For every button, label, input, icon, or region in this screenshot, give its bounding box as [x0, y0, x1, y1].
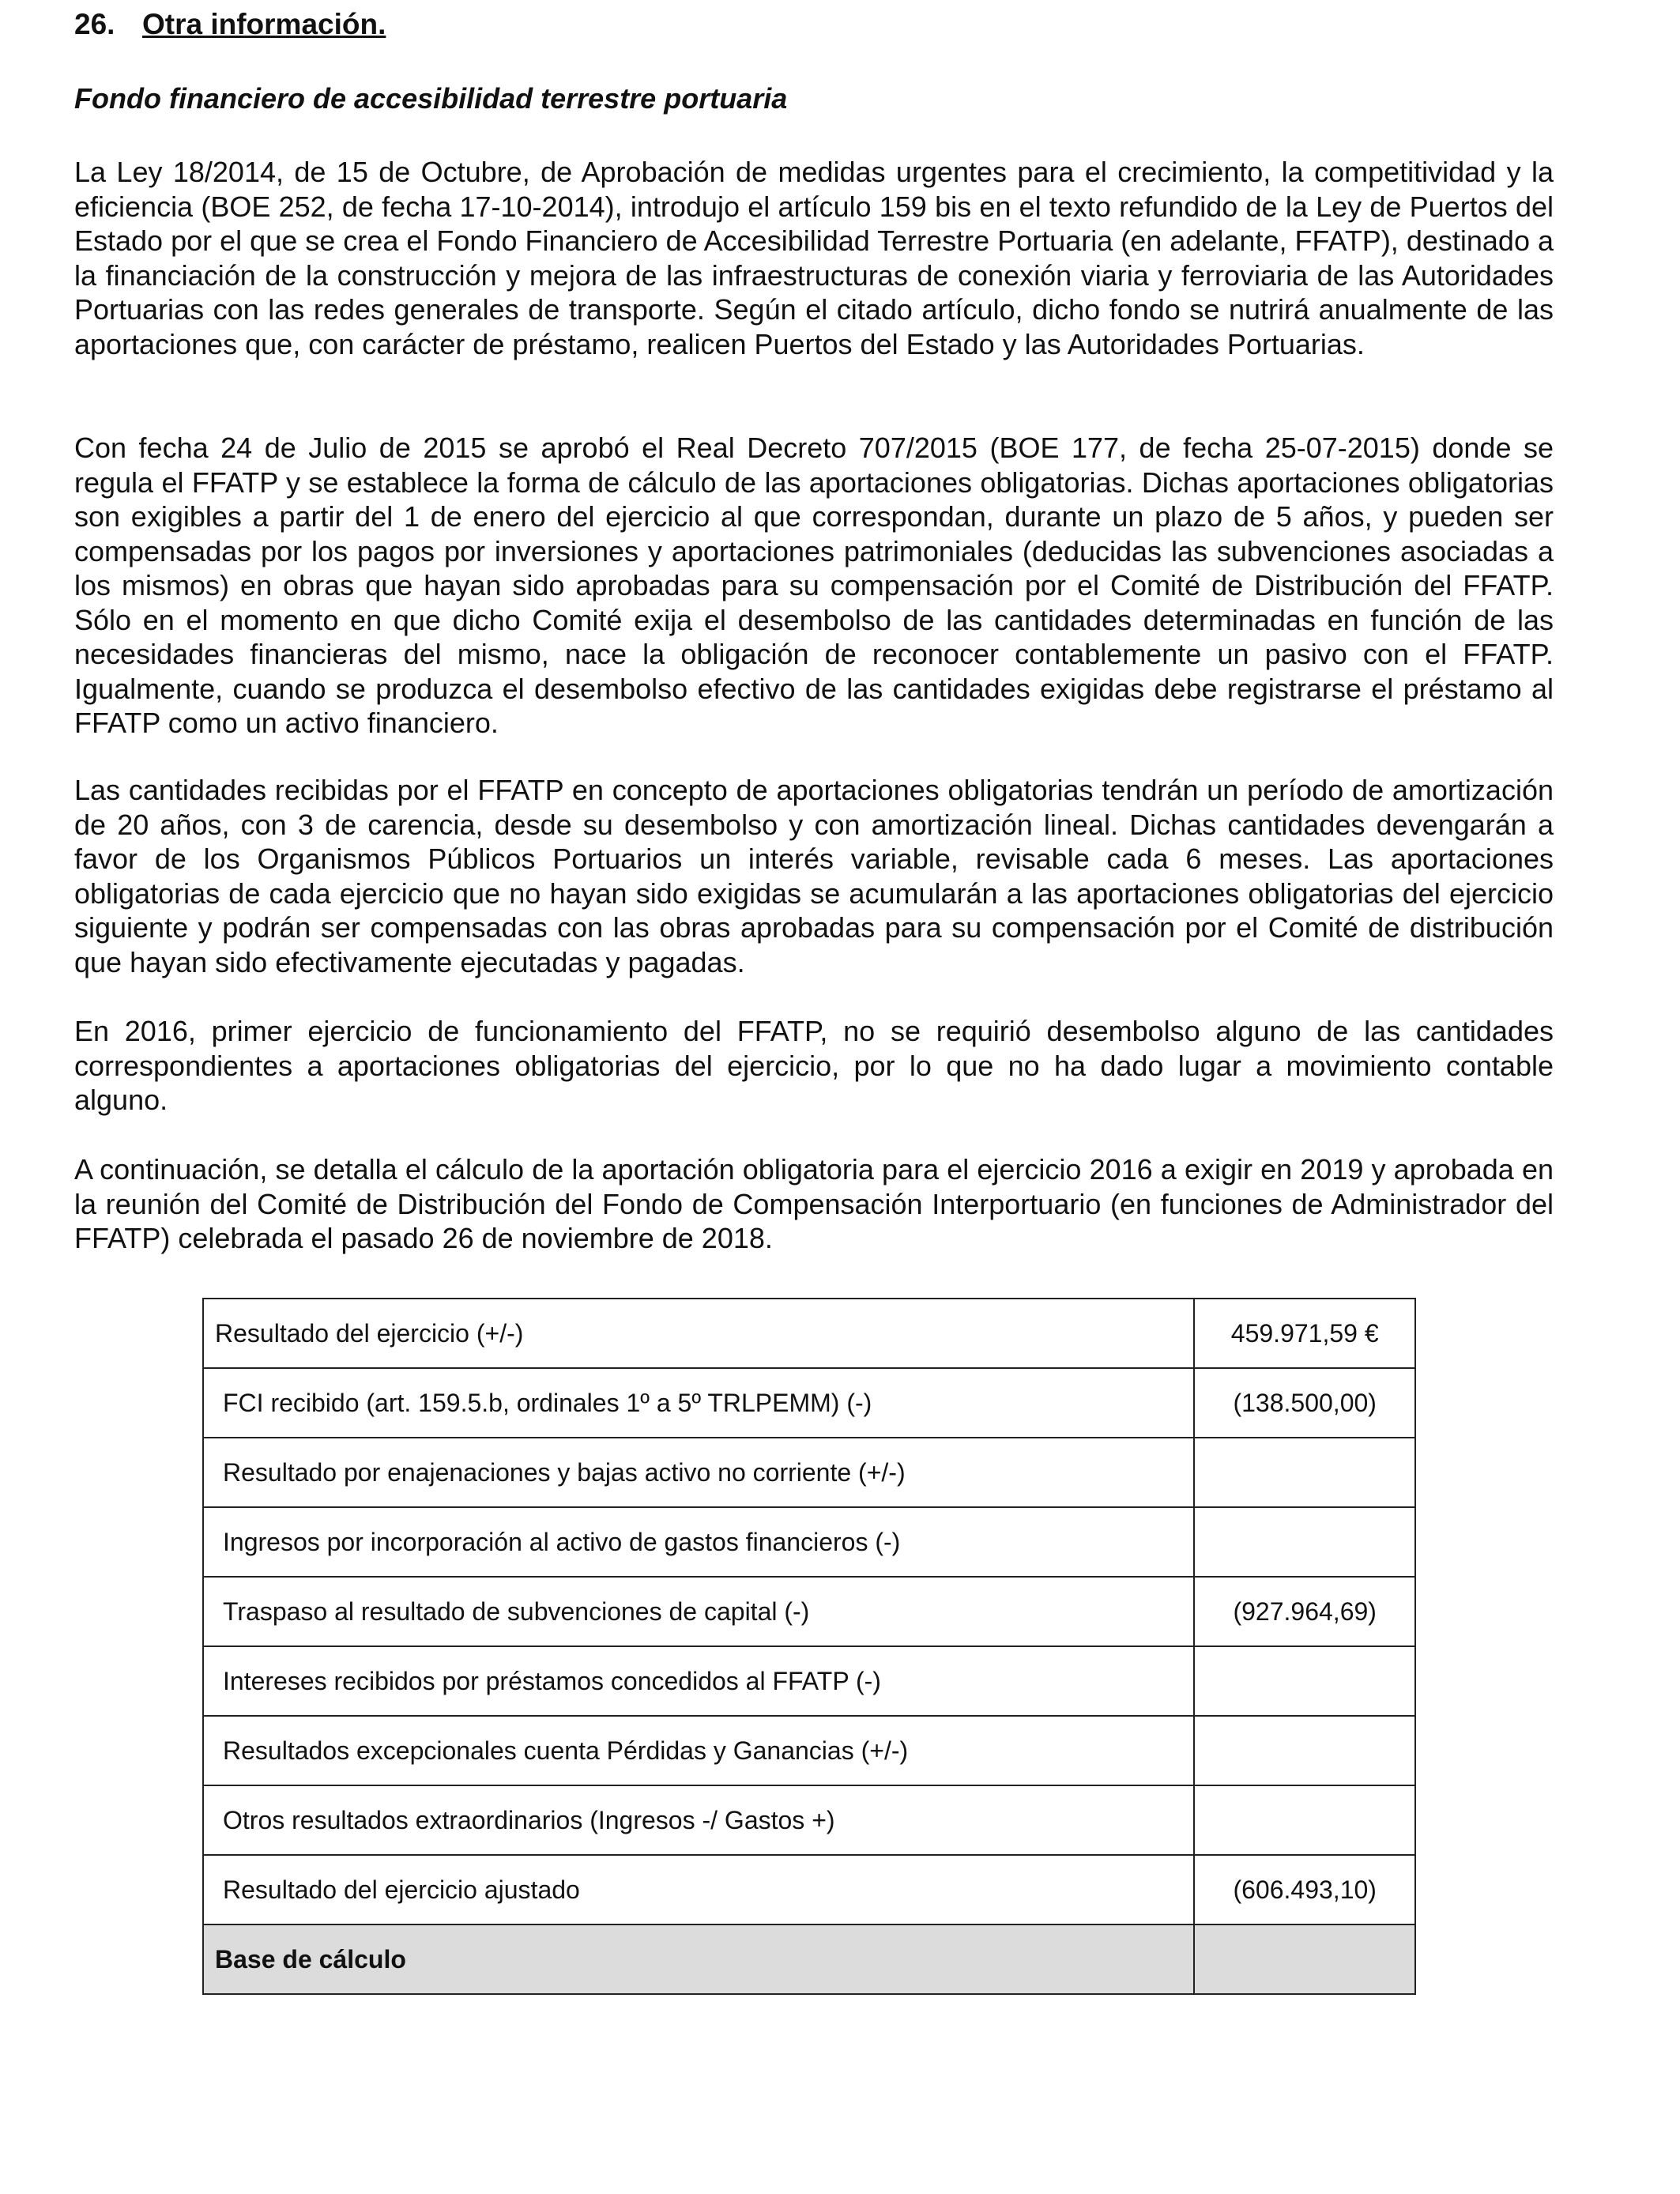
row-label: Resultado del ejercicio (+/-) — [203, 1299, 1194, 1368]
table-row — [203, 1577, 1415, 1646]
row-value — [1194, 1716, 1415, 1785]
table-row — [203, 1646, 1415, 1716]
paragraph-calculo: A continuación, se detalla el cálculo de la aportación obligatoria para el ejercicio 2016 a exigir en 2019 y aprobada en la reunión del Comité de Distribución del Fondo de Compensación Interportuario (en funciones de Administrador del FFATP) celebrada el pasado 26 de noviembre de 2018. — [74, 1153, 1554, 1254]
row-label: Intereses recibidos por préstamos concedidos al FFATP (-) — [203, 1646, 1194, 1716]
row-value — [1194, 1646, 1415, 1716]
table-row — [203, 1785, 1415, 1855]
table-row — [203, 1855, 1415, 1924]
row-label: Resultados excepcionales cuenta Pérdidas y Ganancias (+/-) — [203, 1716, 1194, 1785]
table-row-base-calculo — [203, 1924, 1415, 1994]
row-value — [1194, 1785, 1415, 1855]
row-value: (927.964,69) — [1194, 1577, 1415, 1646]
table-row — [203, 1507, 1415, 1577]
row-label: Base de cálculo — [203, 1924, 1194, 1994]
table-row — [203, 1438, 1415, 1507]
row-label: Resultado del ejercicio ajustado — [203, 1855, 1194, 1924]
calculation-table — [202, 1298, 1416, 1995]
row-label: Otros resultados extraordinarios (Ingresos -/ Gastos +) — [203, 1785, 1194, 1855]
paragraph-2016: En 2016, primer ejercicio de funcionamiento del FFATP, no se requirió desembolso alguno de las cantidades correspondientes a aportaciones obligatorias del ejercicio, por lo que no ha dado lugar a movimiento contable alguno. — [74, 1015, 1554, 1116]
row-label: Resultado por enajenaciones y bajas activo no corriente (+/-) — [203, 1438, 1194, 1507]
row-value: (138.500,00) — [1194, 1368, 1415, 1438]
section-heading — [74, 8, 386, 41]
row-value — [1194, 1438, 1415, 1507]
row-value: 459.971,59 € — [1194, 1299, 1415, 1368]
row-label: Ingresos por incorporación al activo de gastos financieros (-) — [203, 1507, 1194, 1577]
paragraph-real-decreto: Con fecha 24 de Julio de 2015 se aprobó el Real Decreto 707/2015 (BOE 177, de fecha 25-07-2015) donde se regula el FFATP y se establece la forma de cálculo de las aportaciones obligatorias. Dichas aportaciones obligatorias son exigibles a partir del 1 de enero del ejercicio al que correspondan, durante un plazo de 5 años, y pueden ser compensadas por los pagos por inversiones y aportaciones patrimoniales (deducidas las subvenciones asociadas a los mismos) en obras que hayan sido aprobadas para su compensación por el Comité de Distribución del FFATP. Sólo en el momento en que dicho Comité exija el desembolso de las cantidades determinadas en función de las necesidades financieras del mismo, nace la obligación de reconocer contablemente un pasivo con el FFATP. Igualmente, cuando se produzca el desembolso efectivo de las cantidades exigidas debe registrarse el préstamo al FFATP como un activo financiero. — [74, 432, 1554, 739]
row-label: Traspaso al resultado de subvenciones de capital (-) — [203, 1577, 1194, 1646]
paragraph-amortizacion: Las cantidades recibidas por el FFATP en concepto de aportaciones obligatorias tendrán un período de amortización de 20 años, con 3 de carencia, desde su desembolso y con amortización lineal. Dichas cantidades devengarán a favor de los Organismos Públicos Portuarios un interés variable, revisable cada 6 meses. Las aportaciones obligatorias de cada ejercicio que no hayan sido exigidas se acumularán a las aportaciones obligatorias del ejercicio siguiente y podrán ser compensadas con las obras aprobadas para su compensación por el Comité de distribución que hayan sido efectivamente ejecutadas y pagadas. — [74, 774, 1554, 978]
row-value — [1194, 1924, 1415, 1994]
section-number: 26. — [74, 8, 115, 40]
table-row — [203, 1716, 1415, 1785]
row-value: (606.493,10) — [1194, 1855, 1415, 1924]
table-row — [203, 1299, 1415, 1368]
row-label: FCI recibido (art. 159.5.b, ordinales 1º a 5º TRLPEMM) (-) — [203, 1368, 1194, 1438]
section-title: Otra información. — [142, 8, 386, 40]
table-row — [203, 1368, 1415, 1438]
row-value — [1194, 1507, 1415, 1577]
paragraph-ley-18-2014: La Ley 18/2014, de 15 de Octubre, de Aprobación de medidas urgentes para el crecimiento, la competitividad y la eficiencia (BOE 252, de fecha 17-10-2014), introdujo el artículo 159 bis en el texto refundido de la Ley de Puertos del Estado por el que se crea el Fondo Financiero de Accesibilidad Terrestre Portuaria (en adelante, FFATP), destinado a la financiación de la construcción y mejora de las infraestructuras de conexión viaria y ferroviaria de las Autoridades Portuarias con las redes generales de transporte. Según el citado artículo, dicho fondo se nutrirá anualmente de las aportaciones que, con carácter de préstamo, realicen Puertos del Estado y las Autoridades Portuarias. — [74, 156, 1554, 360]
subsection-title: Fondo financiero de accesibilidad terrestre portuaria — [74, 82, 788, 115]
